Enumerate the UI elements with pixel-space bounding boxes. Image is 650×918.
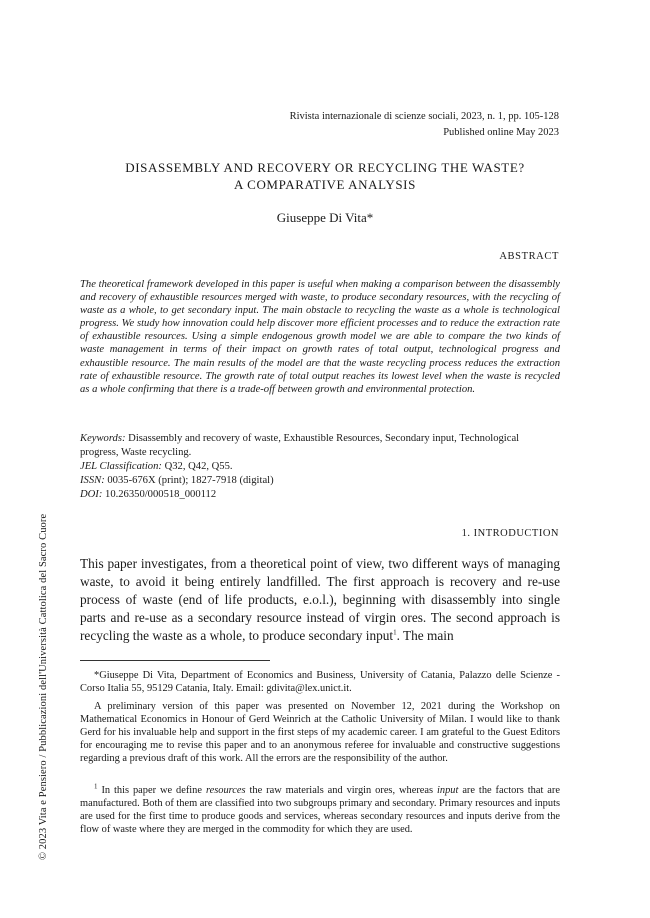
footnote-1-part-b: the raw materials and virgin ores, whereas: [249, 785, 434, 796]
jel-line: [80, 460, 560, 474]
keywords-value: Disassembly and recovery of waste, Exhaustible Resources, Secondary input, Technological progress, Waste recycling.: [80, 433, 520, 458]
doi-label: DOI:: [80, 489, 103, 500]
keywords-line: [80, 432, 560, 460]
footnote-1-number: 1: [94, 782, 98, 791]
footnote-author: *Giuseppe Di Vita, Department of Economics and Business, University of Catania, Palazzo delle Scienze - Corso Italia 55, 95129 Catania, Italy. Email: gdivita@lex.unict.it.: [80, 670, 560, 694]
publication-date: Published online May 2023: [443, 127, 559, 138]
paper-title-line-1: DISASSEMBLY AND RECOVERY OR RECYCLING THE WASTE?: [125, 160, 525, 175]
journal-citation: Rivista internazionale di scienze sociali, 2023, n. 1, pp. 105-128: [289, 111, 559, 122]
doi-line: [80, 488, 560, 502]
jel-value: Q32, Q42, Q55.: [164, 461, 233, 472]
footnote-acknowledgement: A preliminary version of this paper was presented on November 12, 2021 during the Workshop on Mathematical Economics in Honour of Gerd Weinrich at the Catholic University of Milan. I would like to thank Gerd for his invaluable help and support in the first steps of my academic career. I am grateful to the Guest Editors for encouraging me to revise this paper and to an anonymous referee for invaluable and constructive suggestions regarding a previous draft of this work. All the errors are the responsibility of the author.: [80, 701, 560, 764]
footnote-separator: [80, 660, 270, 661]
issn-value: 0035-676X (print); 1827-7918 (digital): [107, 475, 274, 486]
introduction-body-end: . The main: [396, 628, 454, 643]
doi-value: 10.26350/000518_000112: [105, 489, 217, 500]
footnote-1: [80, 782, 560, 837]
abstract-text: The theoretical framework developed in this paper is useful when making a comparison between the disassembly and recovery of exhaustible resources merged with waste, to produce secondary resources, with the recycling of waste as a whole, to get secondary input. The main obstacle to recycling the waste as a whole is technological progress. We study how innovation could help discover more efficient processes and to reduce the extraction rate of exhaustible resources. Using a simple endogenous growth model we are able to compare the two kinds of waste management in terms of their impact on growth rates of total output, technological progress and exhaustible resource. The main results of the model are that the waste recycling process reduces the extraction rate of exhaustible resource. The growth rate of total output reaches its lowest level when the waste is recycled as a whole confirming that there is a trade-off between growth and environmental protection.: [80, 279, 560, 395]
author-name: Giuseppe Di Vita*: [276, 210, 374, 225]
footnote-1-part-c: are the factors that are manufactured. Both of them are classified into two subgroups primary and secondary. Primary resources and inputs are used for the first time to produce goods and services, whereas secondary resources and inputs derive from the flow of waste where they are merged in the commodity for which they are used.: [80, 785, 560, 835]
jel-label: JEL Classification:: [80, 461, 162, 472]
section-heading-introduction: 1. INTRODUCTION: [461, 528, 559, 539]
paper-metadata: [80, 432, 560, 502]
introduction-text: [80, 555, 560, 645]
footnote-1-term-input: input: [437, 785, 459, 796]
footnote-ref-1: 1: [393, 628, 397, 637]
introduction-body: This paper investigates, from a theoretical point of view, two different ways of managing waste, to avoid it being entirely landfilled. The first approach is recovery and re-use process of waste (end of life products, e.o.l.), beginning with disassembly into single parts and re-use as a secondary resource instead of virgin ores. The second approach is recycling the waste as a whole, to produce secondary input: [80, 556, 560, 643]
footnote-1-term-resources: resources: [205, 785, 246, 796]
keywords-label: Keywords:: [80, 433, 126, 444]
issn-label: ISSN:: [80, 475, 105, 486]
abstract-heading: ABSTRACT: [499, 251, 559, 262]
footnote-1-part-a: In this paper we define: [101, 785, 202, 796]
issn-line: [80, 474, 560, 488]
paper-title-line-2: A COMPARATIVE ANALYSIS: [234, 177, 416, 192]
copyright-side-note: © 2023 Vita e Pensiero / Pubblicazioni dell'Università Cattolica del Sacro Cuore: [38, 513, 49, 860]
